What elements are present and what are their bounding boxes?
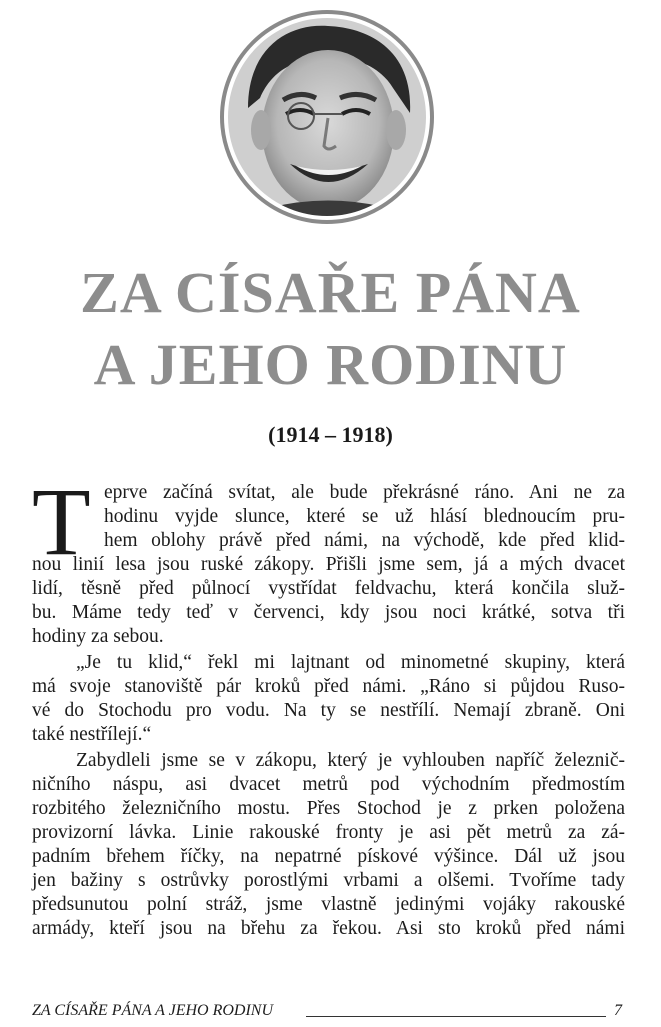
body-line: eprve začíná svítat, ale bude překrásné ráno. Ani ne za (104, 482, 625, 503)
body-line: jen bažiny s ostrůvky porostlými vrbami a olšemi. Tvoříme tady (32, 870, 625, 891)
body-line: bu. Máme tedy teď v červenci, kdy jsou noci krátké, sotva tři (32, 602, 625, 623)
body-line: vé do Stochodu pro vodu. Na ty se nestřílí. Nemají zbraně. Oni (32, 700, 625, 721)
body-line: také nestřílejí.“ (32, 724, 152, 745)
body-line: padním břehem říčky, na nepatrné pískové výšince. Dál už jsou (32, 846, 625, 867)
body-line: hodinu vyjde slunce, které se už hlásí blednoucím pru- (104, 506, 625, 527)
author-portrait (228, 18, 426, 216)
running-footer-title: ZA CÍSAŘE PÁNA A JEHO RODINU (32, 1002, 274, 1019)
body-line: Zabydleli jsme se v zákopu, který je vyhlouben napříč železnič- (76, 750, 625, 771)
body-line: má svoje stanoviště pár kroků před námi. „Ráno si půjdou Ruso- (32, 676, 625, 697)
body-line: předsunutou polní stráž, jsme vlastně jedinými vojáky rakouské (32, 894, 625, 915)
chapter-title-line-2: A JEHO RODINU (93, 332, 568, 397)
body-line: hem oblohy právě před námi, na východě, kde před klid- (104, 530, 625, 551)
body-line: nou linií lesa jsou ruské zákopy. Přišli jsme sem, já a mých dvacet (32, 554, 625, 575)
footer-rule (306, 1016, 606, 1017)
portrait-photo (228, 18, 426, 216)
page-number: 7 (614, 1002, 622, 1019)
body-line: lidí, těsně před půlnocí vystřídat feldvachu, která končila služ- (32, 578, 625, 599)
body-line: provizorní lávka. Linie rakouské fronty je asi pět metrů za zá- (32, 822, 625, 843)
body-line: hodiny za sebou. (32, 626, 164, 647)
chapter-title-line-1: ZA CÍSAŘE PÁNA (80, 260, 581, 325)
chapter-years: (1914 – 1918) (268, 422, 393, 447)
body-line: armády, kteří jsou na břehu za řekou. Asi sto kroků před námi (32, 918, 625, 939)
body-line: „Je tu klid,“ řekl mi lajtnant od minometné skupiny, která (76, 652, 625, 673)
body-line: rozbitého železničního mostu. Přes Stochod je z prken položena (32, 798, 625, 819)
drop-cap: T (32, 468, 91, 575)
body-line: ničního náspu, asi dvacet metrů pod východním předmostím (32, 774, 625, 795)
